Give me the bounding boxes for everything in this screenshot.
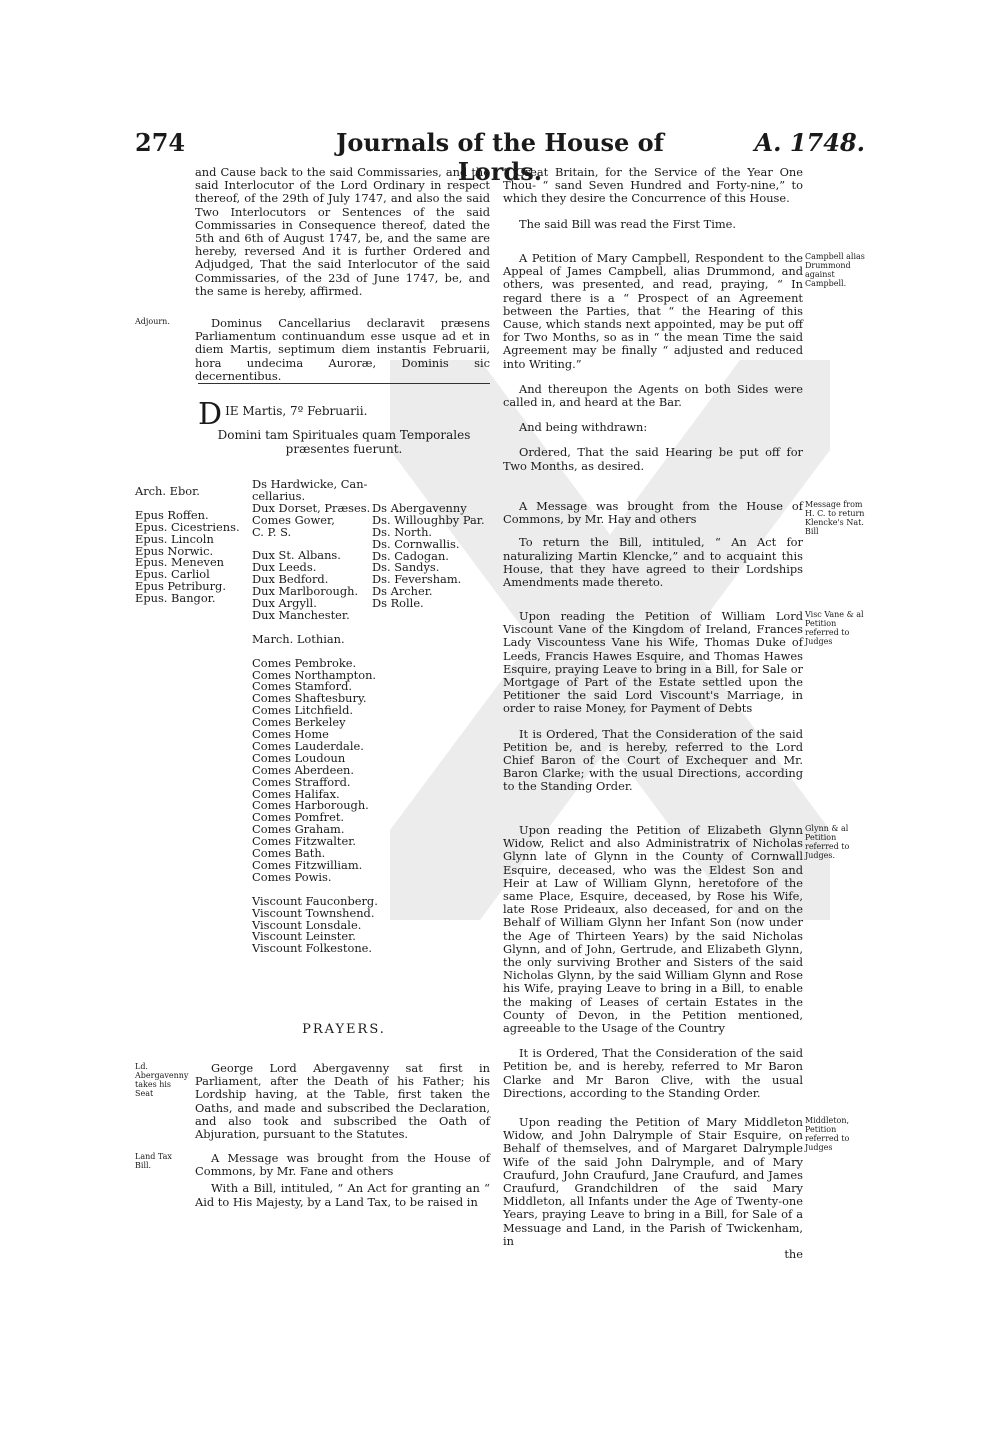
- lord-name: Comes Berkeley: [252, 715, 346, 730]
- paragraph-klencke: A Message was brought from the House of Commons, by Mr. Hay and others To return the Bill, intituled, “ An Act for naturalizing Martin Klencke,” and to acquaint this House, that they have agreed to their Lordships Amendments made thereto.: [503, 499, 803, 590]
- lord-name: Ds. Cornwallis.: [372, 536, 460, 551]
- lord-name: Viscount Townshend.: [252, 905, 375, 920]
- lord-name: Comes Lauderdale.: [252, 738, 364, 753]
- paragraph-vane: Upon reading the Petition of William Lord Viscount Vane of the Kingdom of Ireland, Frances Lady Viscountess Vane his Wife, Thomas Duke of Leeds, Francis Hawes Esquire, and Thomas Hawes Esquire, praying Leave to bring in a Bill, for Sale or Mortgage of Part of the Estate settled upon the Petitioner the said Lord Viscount's Marriage, in order to raise Money, for Payment of Debts It is Ordered, That the Consideration of the said Petition be, and is hereby, referred to the Lord Chief Baron of the Court of Exchequer and Mr. Baron Clarke; with the usual Directions, according to the Standing Order.: [503, 609, 803, 794]
- day-heading: [198, 397, 490, 456]
- lords-list-clergy: [135, 486, 240, 605]
- prayers-heading: PRAYERS.: [302, 1022, 386, 1037]
- lord-name: Dux St. Albans.: [252, 548, 341, 563]
- lord-name: Ds Rolle.: [372, 596, 424, 611]
- lord-name: cellarius.: [252, 488, 306, 503]
- lord-name: Ds. Feversham.: [372, 572, 462, 587]
- lord-name: Comes Aberdeen.: [252, 762, 355, 777]
- lord-name: Ds Archer.: [372, 584, 433, 599]
- lord-name: Epus. Lincoln: [135, 531, 214, 546]
- paragraph-landtax-cont: “ Great Britain, for the Service of the Year One Thou- “ sand Seven Hundred and Forty-nine,” to which they desire the Concurrence of this House. The said Bill was read the First Time.: [503, 165, 803, 231]
- lord-name: Epus Norwic.: [135, 543, 214, 558]
- lord-name: Comes Halifax.: [252, 786, 340, 801]
- margin-adjourn: Adjourn.: [135, 317, 170, 326]
- running-title: Journals of the House of Lords.: [336, 128, 664, 186]
- lords-list-temporal: [252, 479, 378, 955]
- domini-line: Domini tam Spirituales quam Temporales præsentes fuerunt.: [217, 428, 471, 456]
- lord-name: Viscount Lonsdale.: [252, 917, 362, 932]
- lord-name: Comes Shaftesbury.: [252, 691, 367, 706]
- lord-name: Dux Dorset, Præses.: [252, 500, 371, 515]
- lord-name: Comes Litchfield.: [252, 703, 353, 718]
- lord-name: Dux Leeds.: [252, 560, 317, 575]
- paragraph-campbell: A Petition of Mary Campbell, Respondent to the Appeal of James Campbell, alias Drummond, and others, was presented, and read, praying, “ In regard there is a “ Prospect of an Agreement between the Parties, that “ the Hearing of this Cause, which stands next appointed, may be put off for Two Months, so as in “ the mean Time the said Agreement may be finally “ adjusted and reduced into Writing.” And thereupon the Agents on both Sides were called in, and heard at the Bar. And being withdrawn: Ordered, That the said Hearing be put off for Two Months, as desired.: [503, 251, 803, 473]
- lord-name: Ds. Cadogan.: [372, 548, 449, 563]
- margin-vane: Visc Vane & al Petition referred to Judges: [805, 610, 864, 646]
- margin-glynn: Glynn & al Petition referred to Judges.: [805, 824, 850, 860]
- paragraph-landtax: A Message was brought from the House of Commons, by Mr. Fane and others With a Bill, intituled, “ An Act for granting an “ Aid to His Majesty, by a Land Tax, to be raised in: [195, 1151, 490, 1209]
- lord-name: Ds. North.: [372, 524, 433, 539]
- paragraph-middleton: Upon reading the Petition of Mary Middleton Widow, and John Dalrymple of Stair Esquire, on Behalf of themselves, and of Margaret Dalrymple Wife of the said John Dalrymple, and of Mary Craufurd, John Craufurd, Jane Craufurd, and James Craufurd, Grandchildren of the said Mary Middleton, all Infants under the Age of Twenty-one Years, praying Leave to bring in a Bill, for Sale of a Messuage and Land, in the Parish of Twickenham, in the: [503, 1115, 803, 1262]
- lord-name: Comes Loudoun: [252, 750, 346, 765]
- lord-name: Ds Abergavenny: [372, 500, 467, 515]
- lord-name: Dux Manchester.: [252, 607, 350, 622]
- lord-name: Epus. Bangor.: [135, 591, 216, 606]
- lord-name: Epus. Cicestriens.: [135, 519, 240, 534]
- lord-name: Viscount Folkestone.: [252, 941, 373, 956]
- day-heading-text: IE Martis, 7º Februarii.: [225, 404, 368, 418]
- paragraph-glynn: Upon reading the Petition of Elizabeth Glynn Widow, Relict and also Administratrix of Nicholas Glynn late of Glynn in the County of Cornwall Esquire, deceased, who was the Eldest Son and Heir at Law of William Glynn, heretofore of the same Place, Esquire, deceased, by Rose his Wife, late Rose Prideaux, also deceased, for and on the Behalf of William Glynn her Infant Son (now under the Age of Thirteen Years) by the said Nicholas Glynn, and of John, Gertrude, and Elizabeth Glynn, the only surviving Brother and Sisters of the said Nicholas Glynn, by the said William Glynn and Rose his Wife, praying Leave to bring in a Bill, to enable the making of Leases of certain Estates in the County of Devon, in the Petition mentioned, agreeable to the Usage of the Country It is Ordered, That the Consideration of the said Petition be, and is hereby, referred to Mr Baron Clarke and Mr Baron Clive, with the usual Directions, according to the Standing Order.: [503, 823, 803, 1100]
- paragraph-interlocutor: and Cause back to the said Commissaries, and the said Interlocutor of the Lord Ordinary in respect thereof, of the 29th of July 1747, and also the said Two Interlocutors or Sentences of the said Commissaries in Consequence thereof, dated the 5th and 6th of August 1747, be, and the same are hereby, reversed And it is further Ordered and Adjudged, That the said Interlocutor of the said Commissaries, of the 23d of June 1747, be, and the same is hereby, affirmed.: [195, 165, 490, 298]
- year-marker: A. 1748.: [754, 128, 865, 157]
- lord-name: Viscount Leinster.: [252, 929, 356, 944]
- margin-middleton: Middleton, Petition referred to Judges: [805, 1116, 850, 1152]
- lord-name: C. P. S.: [252, 524, 292, 539]
- lord-name: Dux Marlborough.: [252, 584, 359, 599]
- lord-name: Comes Gower,: [252, 512, 335, 527]
- lord-name: Ds. Willoughby Par.: [372, 512, 485, 527]
- lord-name: Comes Pembroke.: [252, 655, 357, 670]
- paragraph-abergavenny: George Lord Abergavenny sat first in Parliament, after the Death of his Father; his Lordship having, at the Table, first taken the Oaths, and made and subscribed the Declaration, and also took and subscribed the Oath of Abjuration, pursuant to the Statutes.: [195, 1061, 490, 1142]
- lord-name: Dux Argyll.: [252, 596, 317, 611]
- lord-name: Ds. Sandys.: [372, 560, 440, 575]
- lord-name: Epus Roffen.: [135, 507, 209, 522]
- margin-klencke: Message from H. C. to return Klencke's Nat. Bill: [805, 500, 865, 536]
- page-header: [135, 128, 865, 186]
- lord-name: Dux Bedford.: [252, 572, 329, 587]
- lord-name: Comes Graham.: [252, 822, 345, 837]
- margin-campbell: Campbell alias Drummond against Campbell.: [805, 252, 865, 288]
- paragraph-adjourn: Dominus Cancellarius declaravit præsens Parliamentum continuandum esse usque ad et in diem Martis, septimum diem instantis Februarii, hora undecima Auroræ, Dominis sic decernentibus.: [195, 316, 490, 383]
- lord-name: Epus. Carliol: [135, 567, 210, 582]
- lord-name: Comes Powis.: [252, 869, 332, 884]
- page-number: 274: [135, 128, 186, 157]
- section-divider: [198, 383, 490, 384]
- lord-name: Epus. Meneven: [135, 555, 225, 570]
- lord-name: Epus Petriburg.: [135, 579, 226, 594]
- lord-name: Arch. Ebor.: [135, 484, 200, 498]
- drop-cap: D: [198, 397, 223, 432]
- lord-name: Comes Bath.: [252, 846, 326, 861]
- lord-name: Comes Home: [252, 727, 329, 742]
- lord-name: Comes Pomfret.: [252, 810, 345, 825]
- lord-name: Comes Northampton.: [252, 667, 377, 682]
- lord-name: Comes Fitzwilliam.: [252, 858, 363, 872]
- lord-name: Comes Fitzwalter.: [252, 834, 357, 849]
- lord-name: Ds Hardwicke, Can-: [252, 477, 368, 491]
- margin-abergavenny: Ld. Abergavenny takes his Seat: [135, 1062, 189, 1098]
- catchword: the: [784, 1247, 803, 1262]
- lords-list-barons: [372, 491, 485, 610]
- lord-name: Comes Strafford.: [252, 774, 351, 789]
- lord-name: Comes Stamford.: [252, 679, 352, 694]
- lord-name: Viscount Fauconberg.: [252, 893, 378, 908]
- lord-name: Comes Harborough.: [252, 798, 369, 813]
- margin-landtax: Land Tax Bill.: [135, 1152, 172, 1170]
- lord-name: March. Lothian.: [252, 631, 345, 646]
